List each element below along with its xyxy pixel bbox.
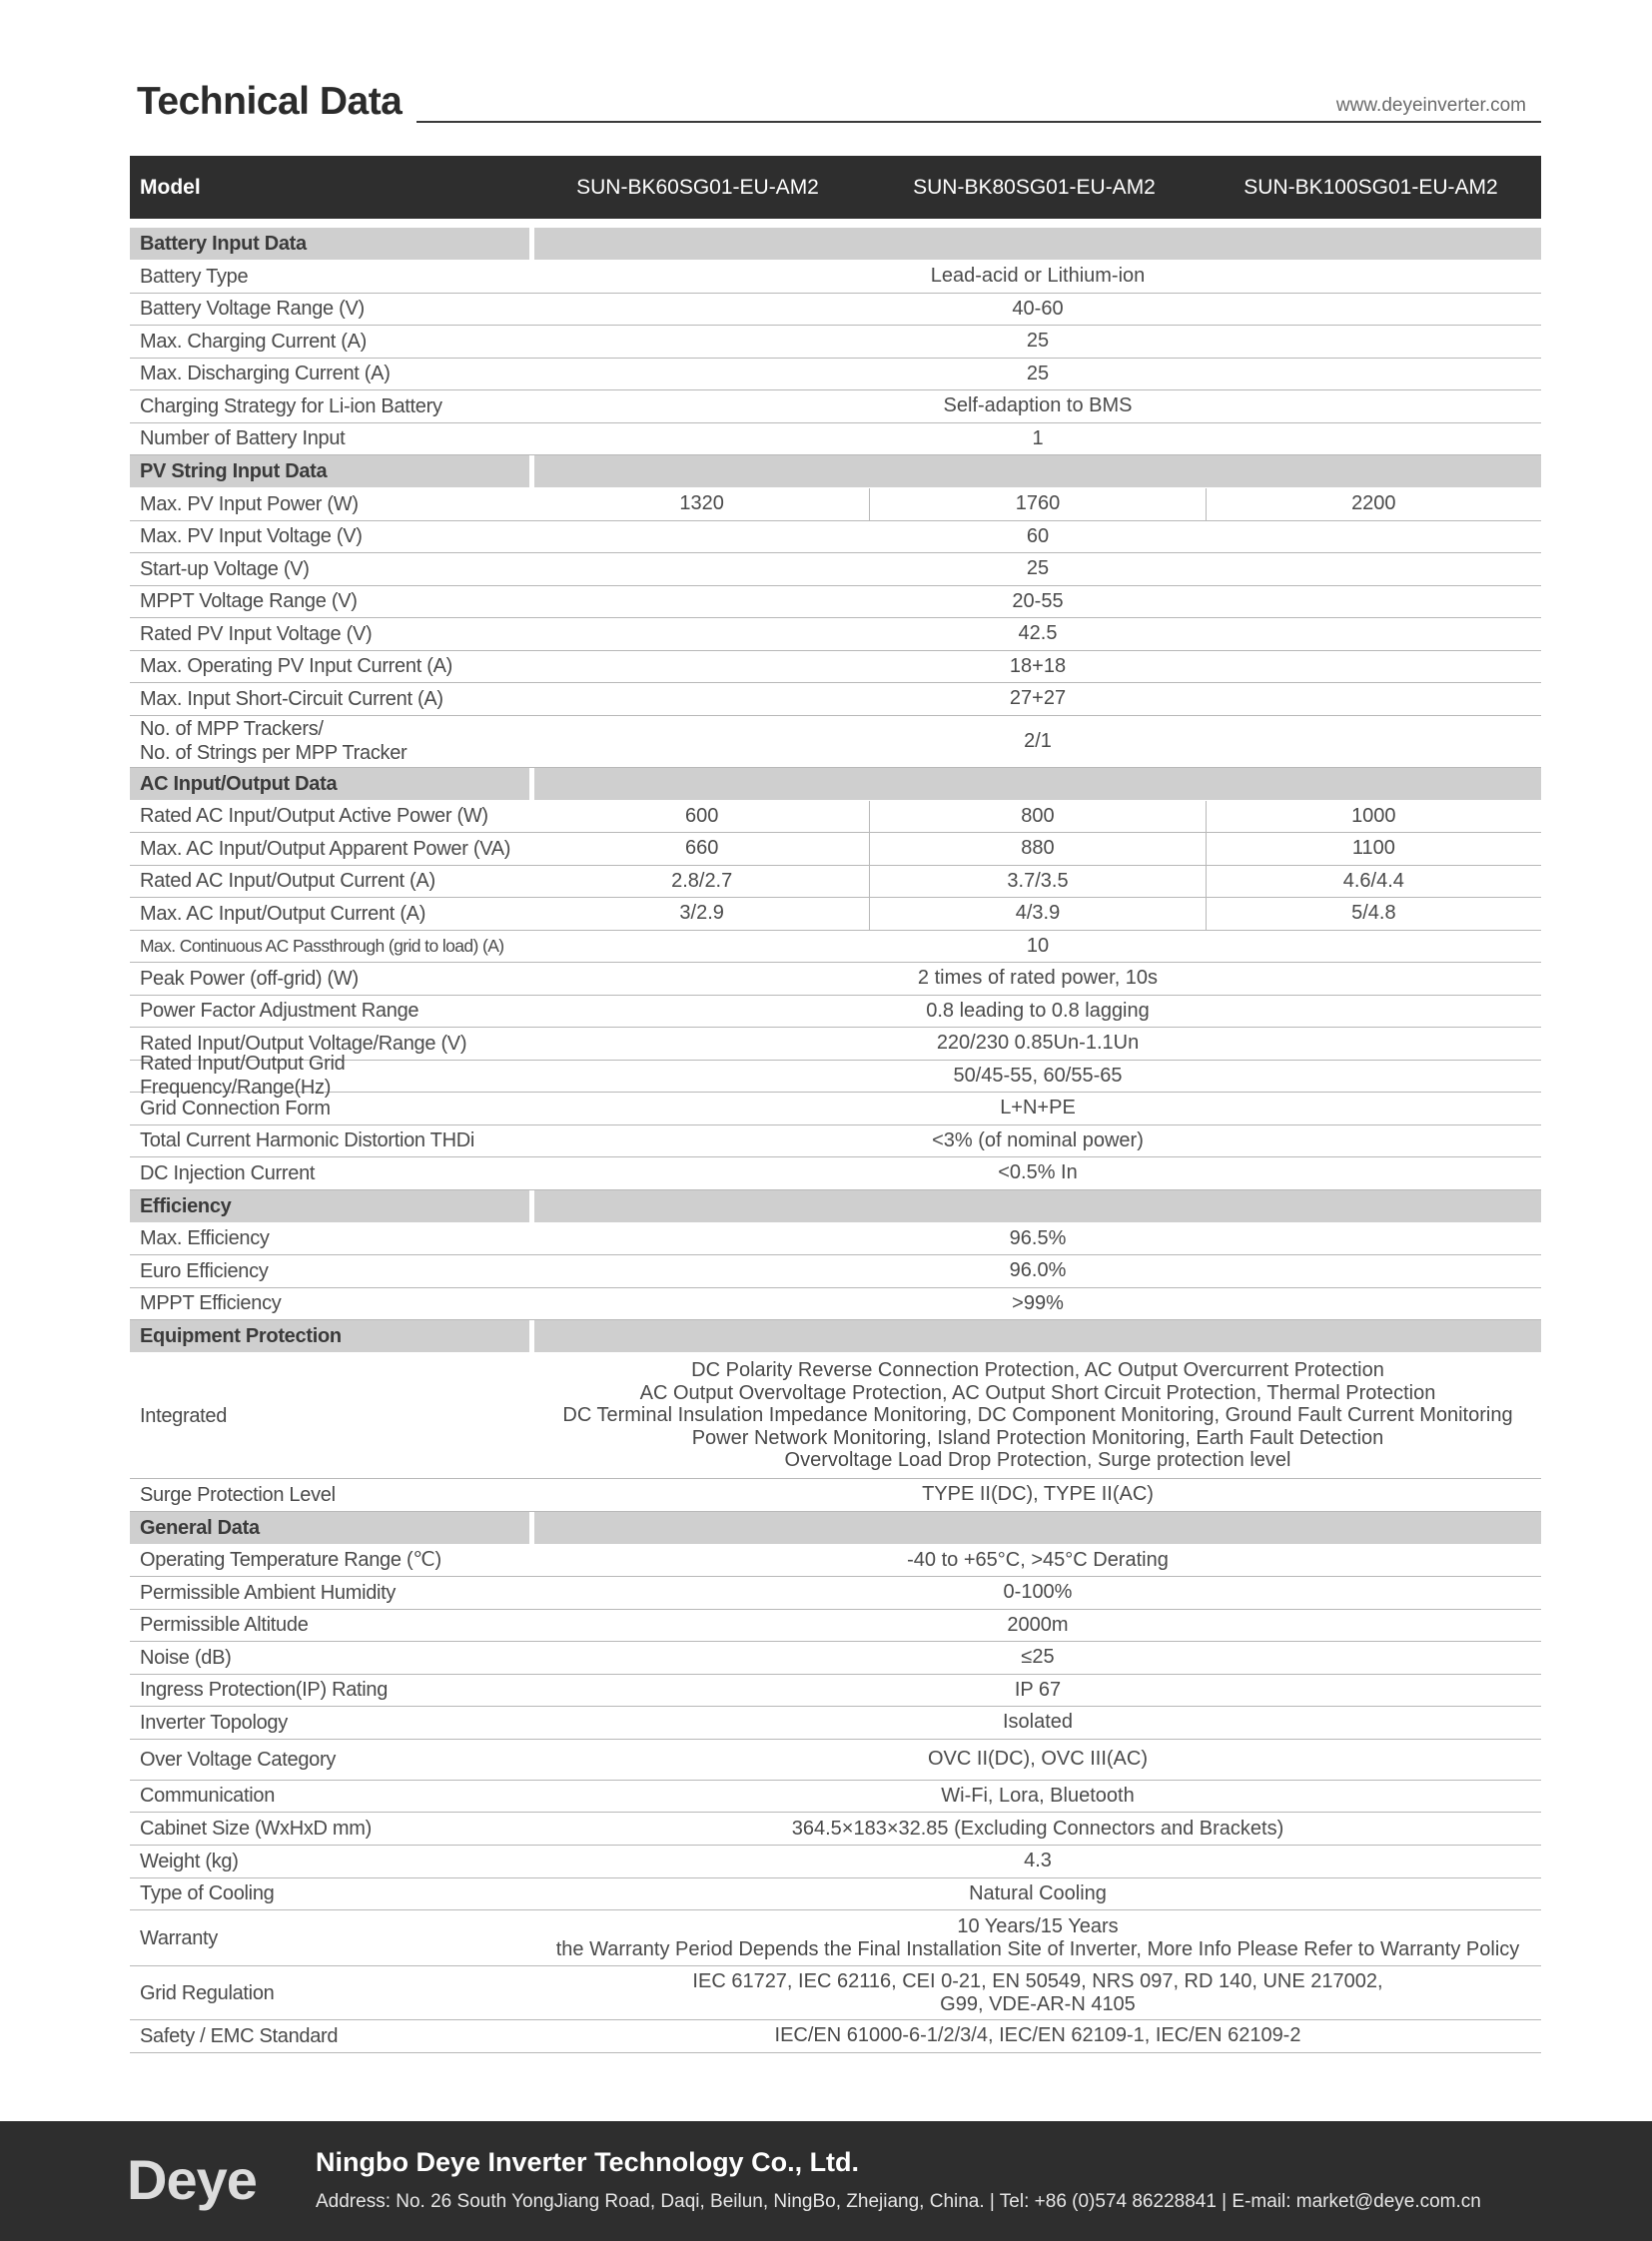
row-value: IEC 61727, IEC 62116, CEI 0-21, EN 50549, NRS 097, RD 140, UNE 217002, G99, VDE-AR-N 4105 [692,1969,1383,2015]
table-row [130,1093,1541,1125]
technical-data-table [130,156,1541,2053]
row-label: Max. AC Input/Output Apparent Power (VA) [140,837,511,860]
row-value: 5/4.8 [1206,898,1541,930]
company-address: Address: No. 26 South YongJiang Road, Daqi, Beilun, NingBo, Zhejiang, China. | Tel: +86 (0)574 86228841 | E-mail: market@deye.com.cn [316,2191,1481,2212]
table-row [130,2020,1541,2053]
table-row [130,1353,1541,1479]
table-row [130,683,1541,716]
section-bar [534,1512,1541,1544]
footer [0,2121,1652,2241]
table-row [130,261,1541,294]
row-value: 880 [869,833,1205,865]
row-value: 3.7/3.5 [869,866,1205,898]
row-label: Weight (kg) [140,1850,239,1872]
row-value: 1100 [1206,833,1541,865]
model-name: SUN-BK100SG01-EU-AM2 [1243,175,1498,199]
row-values [534,898,1541,930]
row-label: Max. Operating PV Input Current (A) [140,655,452,678]
table-row [130,1577,1541,1610]
section-title: Efficiency [130,1190,529,1222]
table-body [130,228,1541,2053]
table-row [130,1610,1541,1643]
table-row [130,521,1541,554]
row-value: <0.5% In [998,1161,1078,1184]
row-value: 10 [1026,934,1050,957]
row-label: Rated Input/Output Voltage/Range (V) [140,1032,467,1055]
row-value: 50/45-55, 60/55-65 [953,1064,1123,1087]
row-value: Wi-Fi, Lora, Bluetooth [941,1784,1135,1807]
row-label: Integrated [140,1404,228,1427]
section-title: PV String Input Data [130,455,529,487]
row-label: MPPT Efficiency [140,1292,282,1315]
row-value: 2200 [1206,488,1541,520]
row-label: Battery Voltage Range (V) [140,298,365,321]
row-value: 4.3 [1024,1850,1052,1872]
row-label: Permissible Altitude [140,1614,309,1637]
row-value: 1000 [1206,801,1541,833]
row-value: 600 [684,804,719,827]
row-value: 60 [1026,524,1050,547]
row-label: Max. Discharging Current (A) [140,363,391,385]
row-label: Max. PV Input Voltage (V) [140,525,363,548]
row-value: Isolated [1002,1711,1074,1734]
table-row [130,1740,1541,1781]
row-label: Number of Battery Input [140,427,346,450]
row-value: 220/230 0.85Un-1.1Un [936,1032,1140,1055]
row-label: Peak Power (off-grid) (W) [140,967,359,990]
row-label: Charging Strategy for Li-ion Battery [140,394,442,417]
table-row [130,618,1541,651]
row-value: 1320 [679,492,724,515]
table-row [130,1966,1541,2020]
table-row [130,423,1541,456]
row-label: Power Factor Adjustment Range [140,1000,419,1023]
section-header [130,768,1541,800]
row-value: 660 [684,837,719,860]
section-title: AC Input/Output Data [130,768,529,800]
section-header [130,455,1541,487]
table-row [130,1053,1541,1100]
table-row [130,488,1541,521]
title-underline [416,121,1541,123]
table-row [130,1846,1541,1878]
row-value: ≤25 [1021,1646,1055,1669]
row-values [534,488,1541,520]
section-title: Equipment Protection [130,1320,529,1352]
row-value: 4/3.9 [869,898,1205,930]
row-label: Rated AC Input/Output Current (A) [140,870,435,893]
table-row [130,996,1541,1029]
row-value: 10 Years/15 Years the Warranty Period Depends the Final Installation Site of Inverter, More Info Please Refer to Warranty Policy [555,1914,1520,1960]
section-bar [534,228,1541,260]
row-label: Over Voltage Category [140,1748,337,1771]
row-label: Cabinet Size (WxHxD mm) [140,1818,373,1840]
table-row [130,1781,1541,1814]
row-value: Lead-acid or Lithium-ion [930,265,1146,288]
row-value: Self-adaption to BMS [943,394,1133,417]
row-label: Max. Input Short-Circuit Current (A) [140,687,443,710]
section-header [130,228,1541,260]
table-row [130,898,1541,931]
table-row [130,1125,1541,1158]
table-row [130,716,1541,768]
website-link[interactable]: www.deyeinverter.com [1335,95,1526,116]
row-value: 1760 [869,488,1205,520]
table-row [130,390,1541,423]
section-bar [534,455,1541,487]
row-value: 42.5 [1018,622,1058,645]
row-value: 4.6/4.4 [1206,866,1541,898]
row-value: 0.8 leading to 0.8 lagging [926,999,1150,1022]
row-label: Communication [140,1785,276,1808]
row-label: Operating Temperature Range (℃) [140,1549,441,1572]
row-label: Grid Connection Form [140,1097,331,1120]
row-value: 20-55 [1012,589,1064,612]
section-title: General Data [130,1512,529,1544]
row-value: 2000m [1007,1613,1069,1636]
row-value: DC Polarity Reverse Connection Protection, AC Output Overcurrent Protection AC Output Overvoltage Protection, AC Output Short Circuit Protection, Thermal Protection DC Terminal Insulation Impedance Monitoring, DC Component Monitoring, Ground Fault Current Monitoring Power Network Monitoring, Island Protection Monitoring, Earth Fault Detection Overvoltage Load Drop Protection, Surge protection level [562,1359,1513,1472]
row-label: Rated AC Input/Output Active Power (W) [140,805,488,828]
row-value: L+N+PE [1000,1097,1076,1120]
table-row [130,586,1541,619]
table-row [130,553,1541,586]
row-value: IEC/EN 61000-6-1/2/3/4, IEC/EN 62109-1, IEC/EN 62109-2 [774,2024,1301,2047]
row-label: Rated PV Input Voltage (V) [140,622,373,645]
model-header-row [130,156,1541,219]
table-row [130,1707,1541,1740]
table-row [130,866,1541,899]
table-row [130,931,1541,964]
table-row [130,1675,1541,1708]
row-value: 96.0% [1009,1259,1067,1282]
row-label: Grid Regulation [140,1981,275,2004]
row-label: No. of MPP Trackers/ No. of Strings per MPP Tracker [140,718,408,764]
section-bar [534,1190,1541,1222]
row-value: 0-100% [1003,1581,1073,1604]
row-label: DC Injection Current [140,1161,316,1184]
row-value: OVC II(DC), OVC III(AC) [928,1748,1148,1770]
table-row [130,1157,1541,1190]
row-value: 800 [869,801,1205,833]
table-row [130,1545,1541,1578]
row-value: Natural Cooling [969,1881,1107,1904]
deye-logo: Deye [127,2148,257,2211]
row-value: 2.8/2.7 [671,869,733,892]
row-label: Rated Input/Output Grid Frequency/Range(Hz) [140,1053,346,1100]
row-value: 96.5% [1009,1226,1067,1249]
row-label: Warranty [140,1926,218,1949]
row-value: 25 [1026,362,1050,384]
row-value: 25 [1026,330,1050,353]
row-value: 2 times of rated power, 10s [917,967,1159,990]
company-name: Ningbo Deye Inverter Technology Co., Ltd. [316,2147,860,2177]
row-label: Safety / EMC Standard [140,2024,339,2047]
table-row [130,326,1541,359]
section-header [130,1512,1541,1544]
table-row [130,359,1541,391]
row-value: 3/2.9 [679,902,724,925]
section-header [130,1320,1541,1352]
section-bar [534,768,1541,800]
row-label: Total Current Harmonic Distortion THDi [140,1129,474,1152]
row-value: 40-60 [1012,297,1064,320]
row-values [534,866,1541,898]
row-values [534,801,1541,833]
section-bar [534,1320,1541,1352]
table-row [130,294,1541,327]
table-row [130,1878,1541,1911]
row-label: Max. Efficiency [140,1227,270,1250]
row-values [534,833,1541,865]
table-row [130,1479,1541,1512]
table-row [130,963,1541,996]
row-value: IP 67 [1014,1678,1062,1701]
row-label: Max. AC Input/Output Current (A) [140,902,426,925]
row-label: Type of Cooling [140,1882,275,1905]
row-label: Euro Efficiency [140,1259,269,1282]
row-label: Max. Continuous AC Passthrough (grid to load) (A) [140,936,504,957]
table-row [130,1288,1541,1321]
table-row [130,1642,1541,1675]
section-header [130,1190,1541,1222]
table-row [130,1255,1541,1288]
row-value: >99% [1012,1291,1064,1314]
row-label: Max. PV Input Power (W) [140,492,359,515]
table-row [130,651,1541,684]
page-title: Technical Data [137,80,403,123]
table-row [130,1813,1541,1846]
row-value: TYPE II(DC), TYPE II(AC) [922,1483,1154,1506]
row-label: Battery Type [140,265,249,288]
row-value: 364.5×183×32.85 (Excluding Connectors and Brackets) [791,1817,1284,1840]
row-label: Noise (dB) [140,1646,232,1669]
row-label: Max. Charging Current (A) [140,330,368,353]
row-value: 18+18 [1009,654,1067,677]
model-name: SUN-BK60SG01-EU-AM2 [576,175,819,199]
row-label: Inverter Topology [140,1711,288,1734]
row-label: Start-up Voltage (V) [140,557,310,580]
table-row [130,1910,1541,1966]
row-value: -40 to +65°C, >45°C Derating [907,1548,1169,1571]
row-value: 1 [1032,426,1044,449]
row-value: <3% (of nominal power) [932,1128,1144,1151]
section-title: Battery Input Data [130,228,529,260]
row-value: 27+27 [1009,687,1067,710]
row-label: Permissible Ambient Humidity [140,1581,397,1604]
model-label: Model [140,175,201,199]
table-row [130,833,1541,866]
row-value: 25 [1026,557,1050,580]
table-row [130,1223,1541,1256]
model-name: SUN-BK80SG01-EU-AM2 [913,175,1156,199]
row-value: 2/1 [1024,729,1052,752]
row-label: Ingress Protection(IP) Rating [140,1679,389,1702]
table-row [130,801,1541,834]
row-label: MPPT Voltage Range (V) [140,590,358,613]
row-label: Surge Protection Level [140,1483,336,1506]
